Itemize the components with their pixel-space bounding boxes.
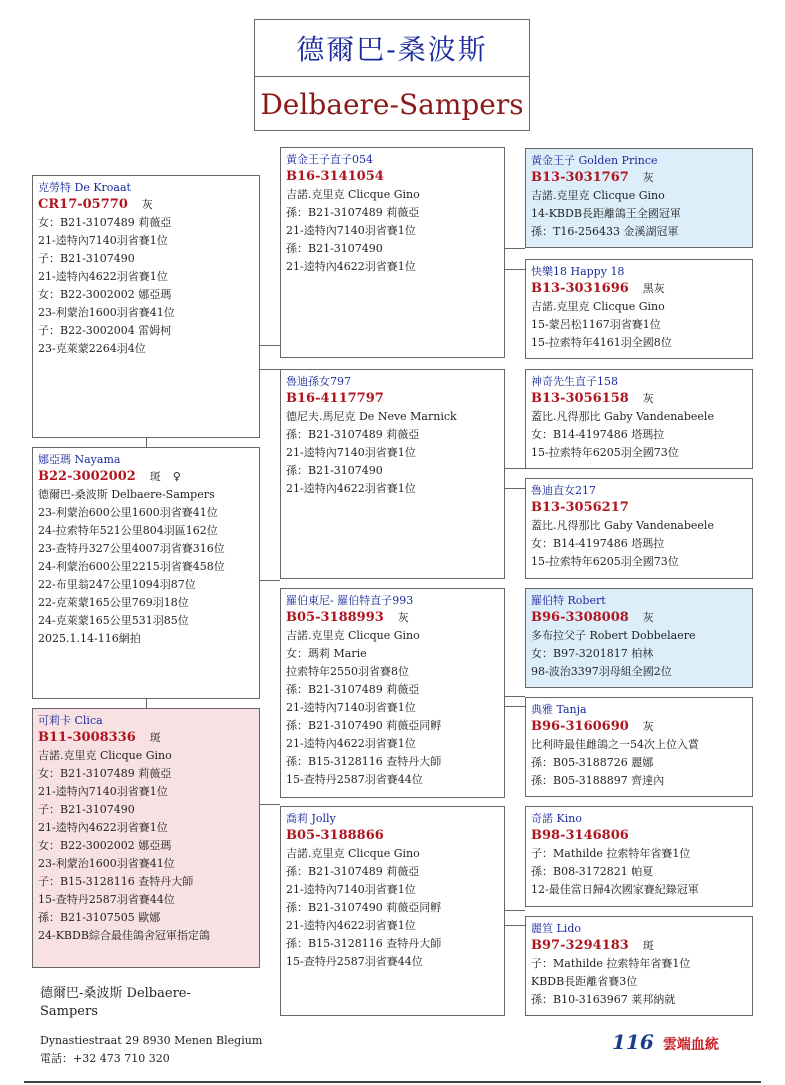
connector [505, 248, 525, 249]
title-chinese: 德爾巴-桑波斯 [255, 20, 529, 77]
connector [505, 706, 525, 707]
record-line: 女：B14-4197486 塔瑪拉 [531, 428, 665, 441]
record-line: 蓋比.凡得那比 Gaby Vandenabeele [531, 410, 714, 423]
bird-name: 神奇先生直子158 [531, 375, 618, 388]
record-line: 吉諾.克里克 Clicque Gino [38, 749, 172, 762]
record-line: KBDB長距離省賽3位 [531, 975, 638, 988]
ring-number: B97-3294183 斑 [531, 938, 654, 953]
connector [259, 804, 280, 805]
record-line: 2025.1.14-116網拍 [38, 632, 141, 645]
record-line: 子：B22-3002004 雷姆柯 [38, 324, 172, 337]
record-line: 21-逵特內7140羽省賽1位 [286, 224, 416, 237]
ring-number: B13-3056217 [531, 500, 629, 515]
pedigree-box-granddam-2 [280, 806, 505, 1016]
pedigree-box-ggs-4 [525, 806, 753, 907]
pedigree-box-dam [32, 708, 260, 968]
pedigree-box-ggd-2 [525, 478, 753, 579]
record-line: 23-克萊蒙2264羽4位 [38, 342, 146, 355]
connector [505, 488, 525, 489]
breeder-contact [40, 1032, 262, 1068]
pedigree-box-grandsire-1 [280, 147, 505, 358]
record-line: 21-逵特內4622羽省賽1位 [286, 260, 416, 273]
pedigree-box-ggs-2 [525, 369, 753, 469]
ring-number: B96-3308008 灰 [531, 610, 654, 625]
bottom-divider [24, 1081, 761, 1083]
record-line: 吉諾.克里克 Clicque Gino [286, 188, 420, 201]
record-line: 21-逵特內7140羽省賽1位 [286, 446, 416, 459]
connector [259, 580, 280, 581]
bird-name: 典雅 Tanja [531, 703, 587, 716]
record-line: 孫：B05-3188726 麗娜 [531, 756, 654, 769]
record-line: 98-波治3397羽母組全國2位 [531, 665, 672, 678]
record-line: 比利時最佳雌鴿之一54次上位入賞 [531, 738, 699, 751]
record-line: 24-利蒙治600公里2215羽省賽458位 [38, 560, 225, 573]
ring-number: B13-3031767 灰 [531, 170, 654, 185]
record-line: 吉諾.克里克 Clicque Gino [286, 629, 420, 642]
ring-number: B16-3141054 [286, 169, 384, 184]
record-line: 孫：B15-3128116 查特丹大師 [286, 937, 442, 950]
record-line: 15-拉索特年6205羽全國73位 [531, 555, 679, 568]
record-line: 女：B22-3002002 娜亞瑪 [38, 839, 172, 852]
record-line: 子：B21-3107490 [38, 252, 135, 265]
bird-name: 魯迪孫女797 [286, 375, 351, 388]
title-english: Delbaere-Sampers [260, 88, 524, 121]
ring-number: B98-3146806 [531, 828, 629, 843]
record-line: 子：B21-3107490 [38, 803, 135, 816]
pedigree-box-ggd-4 [525, 916, 753, 1016]
pedigree-box-subject [32, 447, 260, 699]
record-line: 21-逵特內7140羽省賽1位 [38, 785, 168, 798]
record-line: 21-逵特內4622羽省賽1位 [38, 821, 168, 834]
ring-number: B22-3002002 斑 ♀ [38, 469, 181, 484]
record-line: 21-逵特內4622羽省賽1位 [286, 482, 416, 495]
ring-number: CR17-05770 灰 [38, 197, 153, 212]
record-line: 23-利蒙治600公里1600羽省賽41位 [38, 506, 218, 519]
pedigree-box-granddam-1 [280, 369, 505, 579]
record-line: 孫：B21-3107490 [286, 464, 383, 477]
ring-number: B13-3031696 黑灰 [531, 281, 665, 296]
logo-number: 116 [612, 1030, 654, 1054]
record-line: 21-逵特內7140羽省賽1位 [38, 234, 168, 247]
connector [505, 468, 525, 469]
bird-name: 快樂18 Happy 18 [531, 265, 625, 278]
record-line: 14-KBDB長距離鴿王全國冠軍 [531, 207, 681, 220]
record-line: 23-利蒙治1600羽省賽41位 [38, 306, 175, 319]
record-line: 女：瑪莉 Marie [286, 647, 367, 660]
record-line: 22-克萊蒙165公里769羽18位 [38, 596, 189, 609]
pedigree-box-ggd-3 [525, 697, 753, 797]
record-line: 子：B15-3128116 查特丹大師 [38, 875, 194, 888]
record-line: 24-克萊蒙165公里531羽85位 [38, 614, 189, 627]
bird-name: 黃金王子直子054 [286, 153, 373, 166]
pedigree-box-ggd-1 [525, 259, 753, 359]
record-line: 吉諾.克里克 Clicque Gino [531, 189, 665, 202]
record-line: 22-布里翁247公里1094羽87位 [38, 578, 196, 591]
record-line: 女：B21-3107489 莉薇亞 [38, 767, 172, 780]
record-line: 孫：T16-256433 金溪湖冠軍 [531, 225, 679, 238]
record-line: 女：B21-3107489 莉薇亞 [38, 216, 172, 229]
bird-name: 喬莉 Jolly [286, 812, 336, 825]
bird-name: 羅伯東尼- 羅伯特直子993 [286, 594, 414, 607]
bird-name: 克勞特 De Kroaat [38, 181, 131, 194]
connector [505, 925, 525, 926]
record-line: 孫：B05-3188897 齊達內 [531, 774, 665, 787]
connector [146, 698, 147, 708]
ring-number: B16-4117797 [286, 391, 384, 406]
record-line: 21-逵特內7140羽省賽1位 [286, 701, 416, 714]
record-line: 子：Mathilde 拉索特年省賽1位 [531, 957, 691, 970]
record-line: 蓋比.凡得那比 Gaby Vandenabeele [531, 519, 714, 532]
record-line: 15-查特丹2587羽省賽44位 [38, 893, 175, 906]
record-line: 23-利蒙治1600羽省賽41位 [38, 857, 175, 870]
record-line: 拉索特年2550羽省賽8位 [286, 665, 409, 678]
pedigree-box-ggs-1 [525, 148, 753, 248]
connector [505, 269, 525, 270]
record-line: 孫：B21-3107489 莉薇亞 [286, 865, 420, 878]
record-line: 24-拉索特年521公里804羽區162位 [38, 524, 218, 537]
bird-name: 娜亞瑪 Nayama [38, 453, 121, 466]
ring-number: B96-3160690 灰 [531, 719, 654, 734]
record-line: 12-最佳當日歸4次國家賽紀錄冠軍 [531, 883, 699, 896]
record-line: 多布拉父子 Robert Dobbelaere [531, 629, 696, 642]
connector [259, 345, 280, 346]
connector [259, 369, 280, 370]
record-line: 孫：B21-3107489 莉薇亞 [286, 206, 420, 219]
pedigree-box-grandsire-2 [280, 588, 505, 798]
connector [505, 910, 525, 911]
record-line: 24-KBDB綜合最佳鴿舍冠軍指定鴿 [38, 929, 210, 942]
record-line: 孫：B21-3107490 [286, 242, 383, 255]
record-line: 德尼夫.馬尼克 De Neve Marnick [286, 410, 457, 423]
breeder-name: 德爾巴-桑波斯 Delbaere-Sampers [40, 986, 191, 1019]
record-line: 孫：B21-3107490 莉薇亞同孵 [286, 719, 442, 732]
record-line: 孫：B10-3163967 莱邦納就 [531, 993, 676, 1006]
bird-name: 奇諾 Kino [531, 812, 582, 825]
ring-number: B11-3008336 斑 [38, 730, 161, 745]
record-line: 15-蒙呂松1167羽省賽1位 [531, 318, 661, 331]
record-line: 21-逵特內4622羽省賽1位 [286, 737, 416, 750]
record-line: 子：Mathilde 拉索特年省賽1位 [531, 847, 691, 860]
breeder-phone: 電話：+32 473 710 320 [40, 1052, 170, 1065]
pedigree-box-ggs-3 [525, 588, 753, 688]
pedigree-box-sire [32, 175, 260, 438]
record-line: 女：B14-4197486 塔瑪拉 [531, 537, 665, 550]
record-line: 德爾巴-桑波斯 Delbaere-Sampers [38, 488, 215, 501]
record-line: 孫：B15-3128116 查特丹大師 [286, 755, 442, 768]
record-line: 23-查特丹327公里4007羽省賽316位 [38, 542, 225, 555]
record-line: 女：B97-3201817 柏林 [531, 647, 654, 660]
bird-name: 可莉卡 Clica [38, 714, 103, 727]
record-line: 15-拉索特年4161羽全國8位 [531, 336, 672, 349]
record-line: 孫：B21-3107490 莉薇亞同孵 [286, 901, 442, 914]
record-line: 21-逵特內7140羽省賽1位 [286, 883, 416, 896]
record-line: 女：B22-3002002 娜亞瑪 [38, 288, 172, 301]
ring-number: B13-3056158 灰 [531, 391, 654, 406]
bird-name: 黃金王子 Golden Prince [531, 154, 658, 167]
record-line: 孫：B21-3107489 莉薇亞 [286, 428, 420, 441]
record-line: 孫：B08-3172821 帕夏 [531, 865, 654, 878]
record-line: 21-逵特內4622羽省賽1位 [286, 919, 416, 932]
bird-name: 羅伯特 Robert [531, 594, 606, 607]
bird-name: 魯迪直女217 [531, 484, 596, 497]
record-line: 21-逵特內4622羽省賽1位 [38, 270, 168, 283]
logo-text: 雲端血統 [662, 1037, 719, 1053]
ring-number: B05-3188866 [286, 828, 384, 843]
bird-name: 麗笪 Lido [531, 922, 581, 935]
record-line: 15-查特丹2587羽省賽44位 [286, 773, 423, 786]
record-line: 孫：B21-3107505 歐娜 [38, 911, 161, 924]
record-line: 15-拉索特年6205羽全國73位 [531, 446, 679, 459]
record-line: 吉諾.克里克 Clicque Gino [531, 300, 665, 313]
ring-number: B05-3188993 灰 [286, 610, 409, 625]
record-line: 吉諾.克里克 Clicque Gino [286, 847, 420, 860]
brand-logo [612, 1030, 722, 1056]
title-box [254, 19, 530, 131]
connector [505, 696, 525, 697]
record-line: 15-查特丹2587羽省賽44位 [286, 955, 423, 968]
record-line: 孫：B21-3107489 莉薇亞 [286, 683, 420, 696]
breeder-address: Dynastiestraat 29 8930 Menen Blegium [40, 1034, 263, 1047]
connector [146, 437, 147, 447]
